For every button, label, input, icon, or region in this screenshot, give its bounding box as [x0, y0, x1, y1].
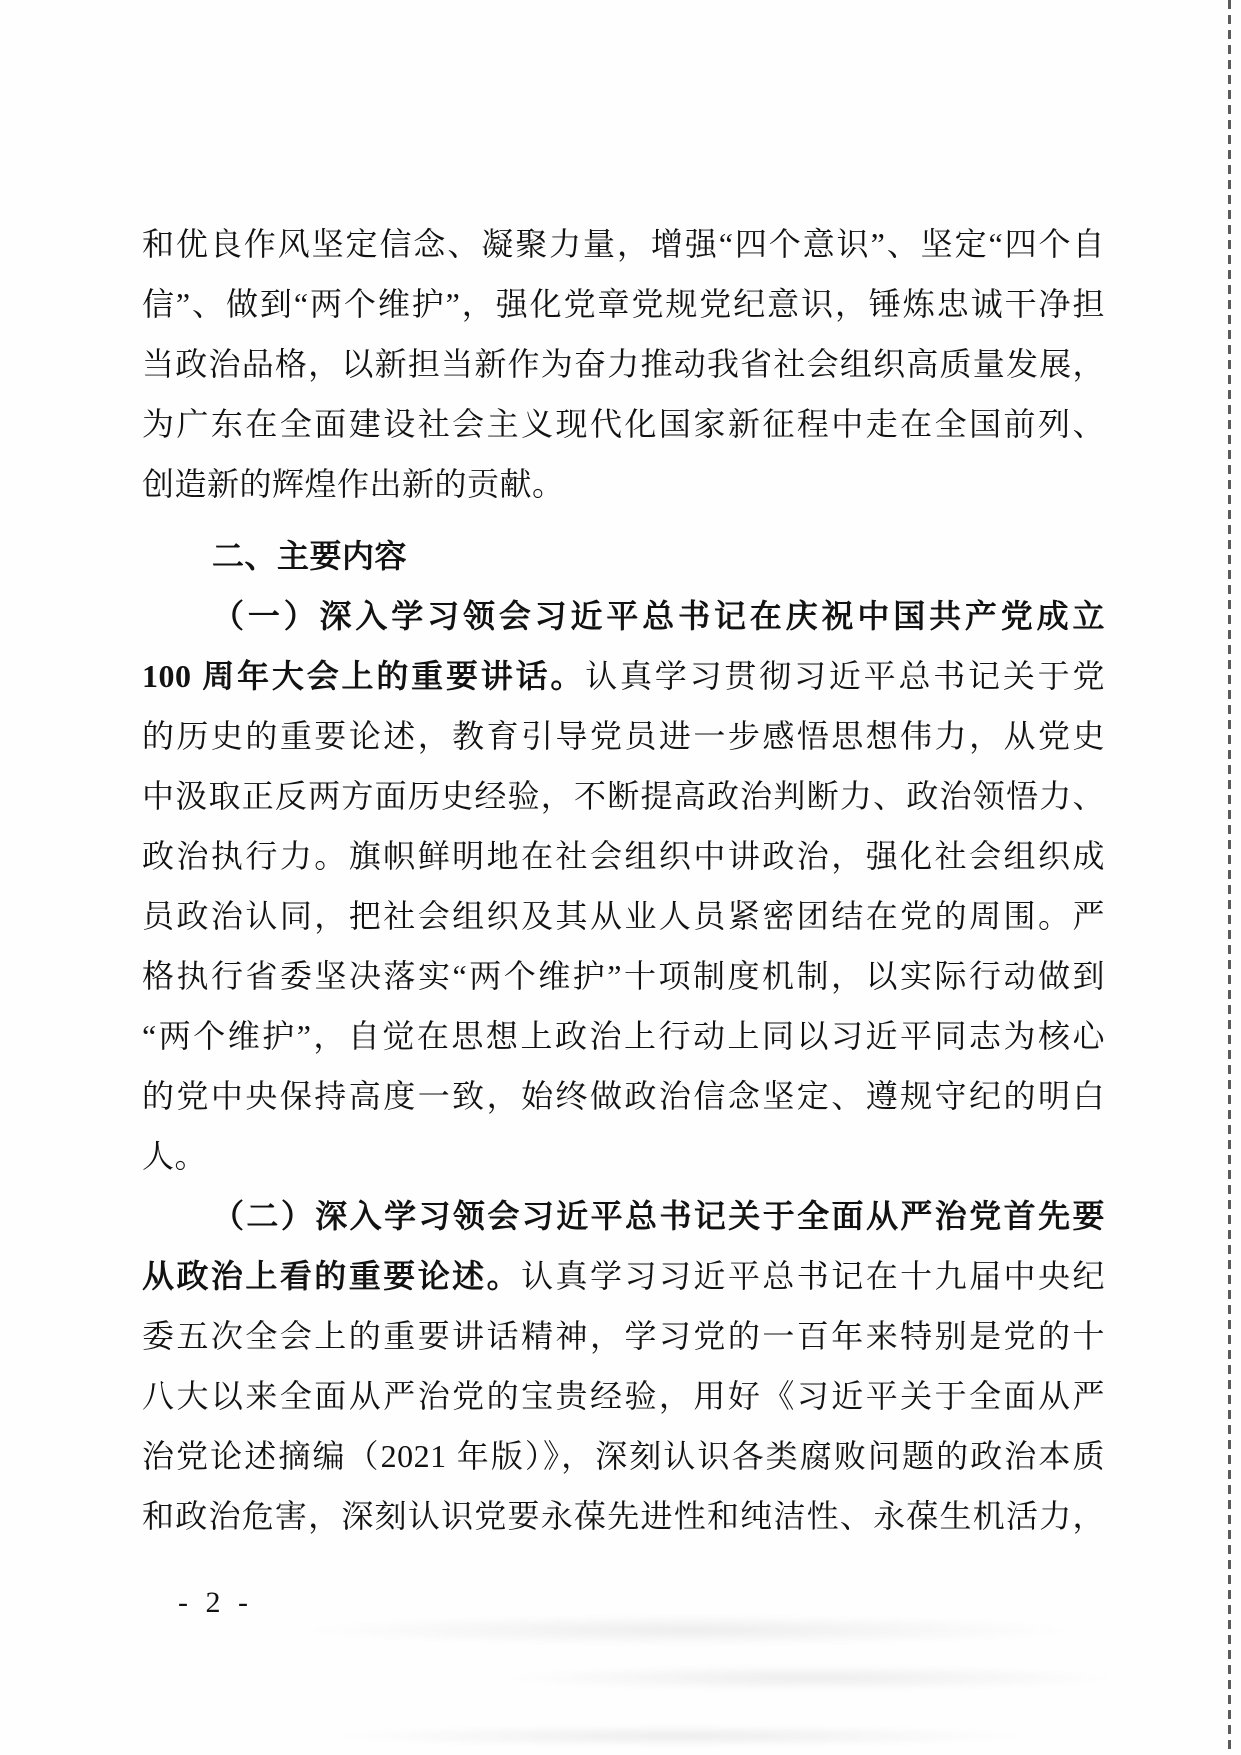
item-2-lead-bold-segment: 从政治上看的重要论述。 [142, 1258, 522, 1294]
paragraph-line: 员政治认同，把社会组织及其从业人员紧密团结在党的周围。严 [142, 898, 1105, 934]
page-number: - 2 - [178, 1586, 253, 1619]
item-1-lead-line: （一）深入学习领会习近平总书记在庆祝中国共产党成立 [212, 598, 1105, 634]
item-1-body-segment: 认真学习贯彻习近平总书记关于党 [585, 658, 1105, 694]
paragraph-line: 的历史的重要论述，教育引导党员进一步感悟思想伟力，从党史 [142, 718, 1105, 754]
paragraph-line: 治党论述摘编（2021 年版）》，深刻认识各类腐败问题的政治本质 [142, 1438, 1105, 1474]
paragraph-line: 中汲取正反两方面历史经验，不断提高政治判断力、政治领悟力、 [142, 778, 1105, 814]
document-body [142, 214, 1105, 1546]
scan-smudge [300, 1615, 1080, 1645]
item-2-mixed-line [142, 1246, 1105, 1306]
item-1-mixed-line [142, 646, 1105, 706]
paragraph-line: 为广东在全面建设社会主义现代化国家新征程中走在全国前列、 [142, 406, 1105, 442]
paragraph-line: 信”、做到“两个维护”，强化党章党规党纪意识，锤炼忠诚干净担 [142, 286, 1105, 322]
paragraph-line: 人。 [142, 1138, 208, 1174]
paragraph-line: 八大以来全面从严治党的宝贵经验，用好《习近平关于全面从严 [142, 1378, 1105, 1414]
paragraph-line: “两个维护”，自觉在思想上政治上行动上同以习近平同志为核心 [142, 1018, 1105, 1054]
paragraph-line: 创造新的辉煌作出新的贡献。 [142, 466, 565, 502]
scan-smudge [330, 1725, 1030, 1747]
paragraph-line: 委五次全会上的重要讲话精神，学习党的一百年来特别是党的十 [142, 1318, 1105, 1354]
item-1-lead-bold-segment: 100 周年大会上的重要讲话。 [142, 658, 586, 694]
scan-edge-artifact [1228, 0, 1231, 1755]
paragraph-line: 当政治品格，以新担当新作为奋力推动我省社会组织高质量发展， [142, 346, 1105, 382]
paragraph-line: 和优良作风坚定信念、凝聚力量，增强“四个意识”、坚定“四个自 [142, 226, 1105, 262]
item-2-body-segment: 认真学习习近平总书记在十九届中央纪 [521, 1258, 1105, 1294]
paragraph-line: 政治执行力。旗帜鲜明地在社会组织中讲政治，强化社会组织成 [142, 838, 1105, 874]
scan-smudge [500, 1665, 1120, 1691]
item-2-lead-line: （二）深入学习领会习近平总书记关于全面从严治党首先要 [212, 1198, 1105, 1234]
paragraph-line: 的党中央保持高度一致，始终做政治信念坚定、遵规守纪的明白 [142, 1078, 1105, 1114]
paragraph-line: 格执行省委坚决落实“两个维护”十项制度机制，以实际行动做到 [142, 958, 1105, 994]
section-heading: 二、主要内容 [212, 538, 408, 574]
paragraph-line: 和政治危害，深刻认识党要永葆先进性和纯洁性、永葆生机活力， [142, 1498, 1105, 1534]
